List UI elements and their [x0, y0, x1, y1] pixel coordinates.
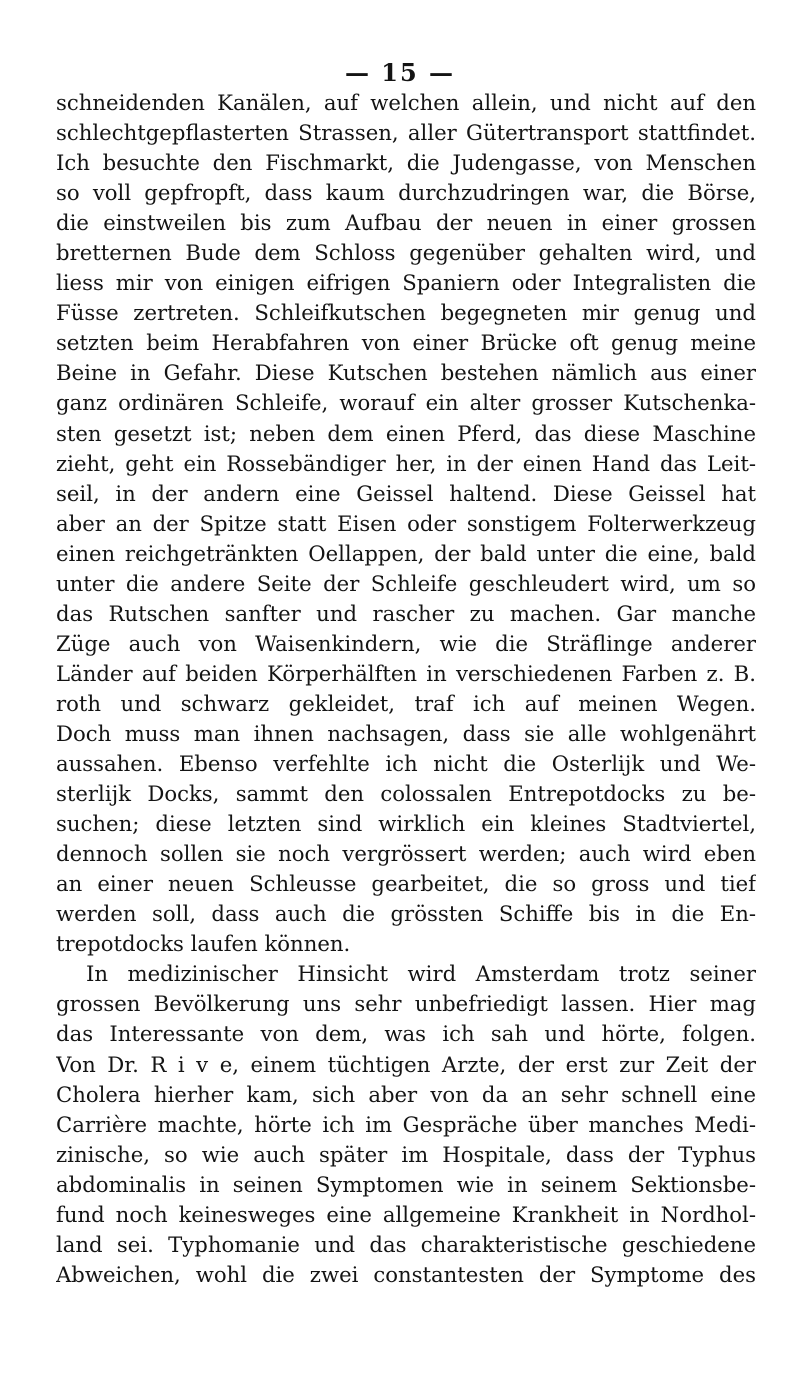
text-line: Länder auf beiden Körperhälften in verschiedenen Farben z. B. — [56, 660, 756, 686]
text-line: unter die andere Seite der Schleife geschleudert wird, um so — [56, 570, 756, 596]
text-line: fund noch keinesweges eine allgemeine Krankheit in Nordhol- — [56, 1201, 756, 1227]
paragraph-end-line: trepotdocks laufen können. — [56, 931, 351, 957]
page-number: — 15 — — [344, 58, 456, 87]
text-line: aber an der Spitze statt Eisen oder sonstigem Folterwerkzeug — [56, 510, 756, 536]
text-line: zinische, so wie auch später im Hospitale, dass der Typhus — [56, 1141, 756, 1167]
text-line: roth und schwarz gekleidet, traf ich auf meinen Wegen. — [56, 690, 756, 716]
text-line: werden soll, dass auch die grössten Schiffe bis in die En- — [56, 901, 756, 927]
text-line: an einer neuen Schleusse gearbeitet, die so gross und tief — [56, 871, 756, 897]
text-line: die einstweilen bis zum Aufbau der neuen in einer grossen — [56, 210, 756, 236]
text-line: das Interessante von dem, was ich sah und hörte, folgen. — [56, 1021, 756, 1047]
text-line: land sei. Typhomanie und das charakteristische geschiedene — [56, 1231, 756, 1257]
text-line: suchen; diese letzten sind wirklich ein kleines Stadtviertel, — [56, 811, 756, 837]
text-line: sterlijk Docks, sammt den colossalen Entrepotdocks zu be- — [56, 781, 756, 807]
text-line: seil, in der andern eine Geissel haltend. Diese Geissel hat — [56, 480, 756, 506]
text-line: Beine in Gefahr. Diese Kutschen bestehen nämlich aus einer — [56, 360, 756, 386]
text-line: liess mir von einigen eifrigen Spaniern oder Integralisten die — [56, 270, 756, 296]
text-line: grossen Bevölkerung uns sehr unbefriedigt lassen. Hier mag — [56, 991, 756, 1017]
text-line: Doch muss man ihnen nachsagen, dass sie alle wohlgenährt — [56, 720, 756, 746]
text-line: sten gesetzt ist; neben dem einen Pferd, das diese Maschine — [56, 420, 756, 446]
text-line: aussahen. Ebenso verfehlte ich nicht die Osterlijk und We- — [56, 751, 756, 777]
text-line: das Rutschen sanfter und rascher zu machen. Gar manche — [56, 600, 756, 626]
text-line: so voll gepfropft, dass kaum durchzudringen war, die Börse, — [56, 180, 756, 206]
text-line: Ich besuchte den Fischmarkt, die Judengasse, von Menschen — [56, 150, 756, 176]
text-line: abdominalis in seinen Symptomen wie in seinem Sektionsbe- — [56, 1171, 756, 1197]
text-line: schneidenden Kanälen, auf welchen allein, und nicht auf den — [56, 90, 756, 115]
body-text — [56, 88, 756, 1290]
text-line: Züge auch von Waisenkindern, wie die Sträflinge anderer — [56, 630, 756, 656]
text-line: Füsse zertreten. Schleifkutschen begegneten mir genug und — [56, 300, 756, 326]
text-line: Abweichen, wohl die zwei constantesten der Symptome des — [56, 1261, 756, 1287]
text-line: einen reichgetränkten Oellappen, der bald unter die eine, bald — [56, 540, 756, 566]
text-line: ganz ordinären Schleife, worauf ein alter grosser Kutschenka- — [56, 390, 756, 416]
paragraph-start-line: In medizinischer Hinsicht wird Amsterdam trotz seiner — [86, 961, 756, 987]
text-line: schlechtgepflasterten Strassen, aller Gütertransport stattfindet. — [56, 120, 756, 146]
text-line: bretternen Bude dem Schloss gegenüber gehalten wird, und — [56, 240, 756, 266]
text-line: dennoch sollen sie noch vergrössert werden; auch wird eben — [56, 841, 756, 867]
text-line: Cholera hierher kam, sich aber von da an sehr schnell eine — [56, 1081, 756, 1107]
text-line: setzten beim Herabfahren von einer Brücke oft genug meine — [56, 330, 756, 356]
text-line: zieht, geht ein Rossebändiger her, in der einen Hand das Leit- — [56, 450, 756, 476]
text-line: Carrière machte, hörte ich im Gespräche über manches Medi- — [56, 1111, 756, 1137]
text-line: Von Dr. R i v e, einem tüchtigen Arzte, der erst zur Zeit der — [56, 1051, 756, 1077]
